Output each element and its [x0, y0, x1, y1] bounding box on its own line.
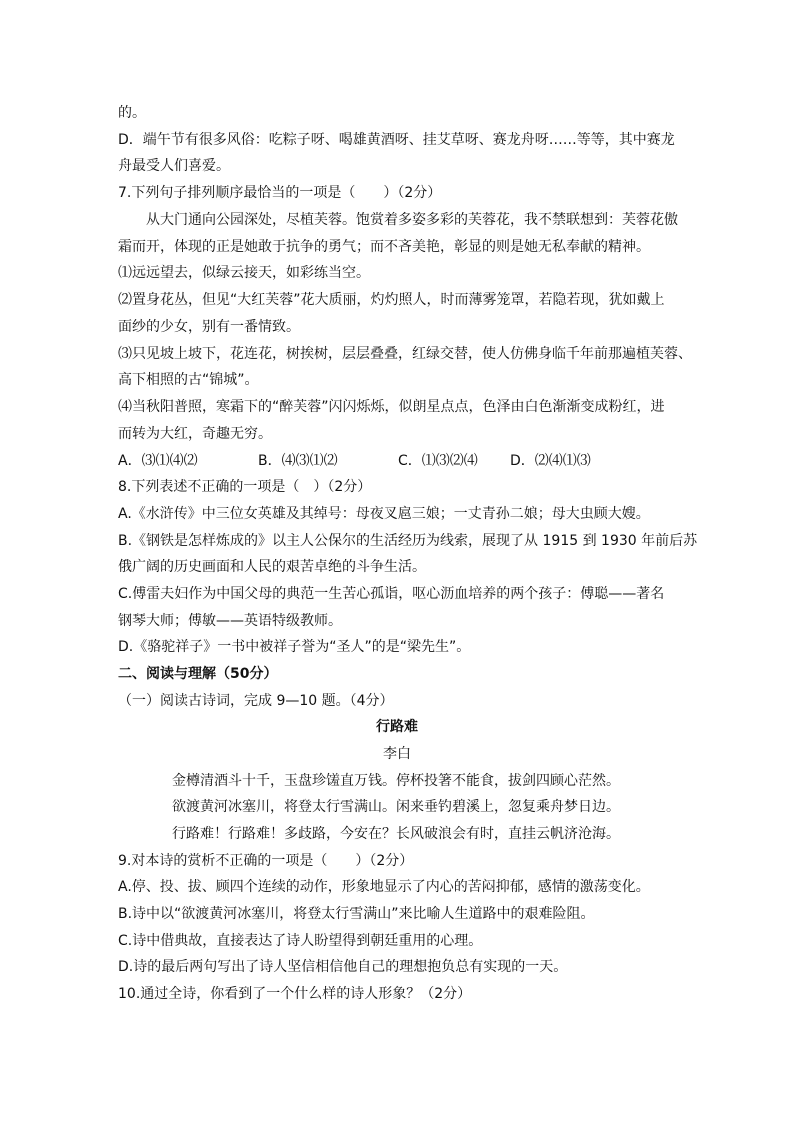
q8-stem: 8.下列表述不正确的一项是（ ）（2分）	[118, 479, 372, 495]
section-2-title: 二、阅读与理解（50分）	[118, 666, 278, 682]
q8-option-b-line1: B.《钢铁是怎样炼成的》以主人公保尔的生活经历为线索，展现了从 1915 到 1930 年前后苏	[118, 533, 698, 549]
poem-line-3: 行路难！行路难！多歧路，今安在？长风破浪会有时，直挂云帆济沧海。	[172, 826, 620, 842]
poem-title: 行路难	[376, 719, 418, 735]
q9-option-c: C.诗中借典故，直接表达了诗人盼望得到朝廷重用的心理。	[118, 933, 483, 949]
q7-stem: 7.下列句子排列顺序最恰当的一项是（ ）（2分）	[118, 185, 442, 201]
q8-option-b-line2: 俄广阔的历史画面和人民的艰苦卓绝的斗争生活。	[118, 559, 426, 575]
q9-option-d: D.诗的最后两句写出了诗人坚信相信他自己的理想抱负总有实现的一天。	[118, 959, 568, 975]
q7-sentence-4-line1: ⑷当秋阳普照，寒霜下的“醉芙蓉”闪闪烁烁，似朗星点点，色泽由白色渐渐变成粉红，进	[118, 399, 665, 415]
q7-passage-line2: 霜而开，体现的正是她敢于抗争的勇气；而不吝美艳，彰显的则是她无私奉献的精神。	[118, 239, 650, 255]
q9-option-a: A.停、投、拔、顾四个连续的动作，形象地显示了内心的苦闷抑郁，感情的激荡变化。	[118, 879, 650, 895]
q7-option-b: B．⑷⑶⑴⑵	[258, 453, 338, 469]
q8-option-c-line1: C.傅雷夫妇作为中国父母的典范一生苦心孤诣，呕心沥血培养的两个孩子：傅聪——著名	[118, 586, 665, 602]
q7-sentence-3-line2: 高下相照的古“锦城”。	[118, 372, 259, 388]
q9-stem: 9.对本诗的赏析不正确的一项是（ ）（2分）	[118, 853, 414, 869]
q6-option-d-line1: D．端午节有很多风俗：吃粽子呀、喝雄黄酒呀、挂艾草呀、赛龙舟呀……等等，其中赛龙	[118, 132, 675, 148]
q6-option-d-line2: 舟最受人们喜爱。	[118, 158, 230, 174]
section-2-subtitle: （一）阅读古诗词，完成 9—10 题。（4分）	[118, 693, 394, 709]
q8-option-a: A.《水浒传》中三位女英雄及其绰号：母夜叉扈三娘；一丈青孙二娘；母大虫顾大嫂。	[118, 506, 650, 522]
q7-sentence-2-line2: 面纱的少女，别有一番情致。	[118, 319, 300, 335]
q7-option-d: D．⑵⑷⑴⑶	[510, 453, 591, 469]
q8-option-d: D.《骆驼祥子》一书中被祥子誉为“圣人”的是“梁先生”。	[118, 639, 471, 655]
q7-sentence-2-line1: ⑵置身花丛，但见“大红芙蓉”花大质丽，灼灼照人，时而薄雾笼罩，若隐若现，犹如戴上	[118, 292, 665, 308]
q9-option-b: B.诗中以“欲渡黄河冰塞川，将登太行雪满山”来比喻人生道路中的艰难险阻。	[118, 906, 595, 922]
poem-author: 李白	[383, 746, 411, 762]
poem-line-2: 欲渡黄河冰塞川，将登太行雪满山。闲来垂钓碧溪上，忽复乘舟梦日边。	[172, 799, 620, 815]
q10-stem: 10.通过全诗，你看到了一个什么样的诗人形象？（2分）	[118, 986, 472, 1002]
poem-line-1: 金樽清酒斗十千，玉盘珍馐直万钱。停杯投箸不能食，拔剑四顾心茫然。	[172, 773, 620, 789]
q7-sentence-3-line1: ⑶只见坡上坡下，花连花，树挨树，层层叠叠，红绿交替，使人仿佛身临千年前那遍植芙蓉、	[118, 346, 692, 362]
q7-sentence-4-line2: 而转为大红，奇趣无穷。	[118, 426, 272, 442]
q7-sentence-1: ⑴远远望去，似绿云接天，如彩练当空。	[118, 265, 370, 281]
q8-option-c-line2: 钢琴大师；傅敏——英语特级教师。	[118, 613, 342, 629]
q7-option-a: A．⑶⑴⑷⑵	[118, 453, 198, 469]
q7-option-c: C．⑴⑶⑵⑷	[398, 453, 478, 469]
q7-passage-line1: 从大门通向公园深处，尽植芙蓉。饱赏着多姿多彩的芙蓉花，我不禁联想到：芙蓉花傲	[146, 212, 678, 228]
q6-continuation: 的。	[118, 105, 146, 121]
